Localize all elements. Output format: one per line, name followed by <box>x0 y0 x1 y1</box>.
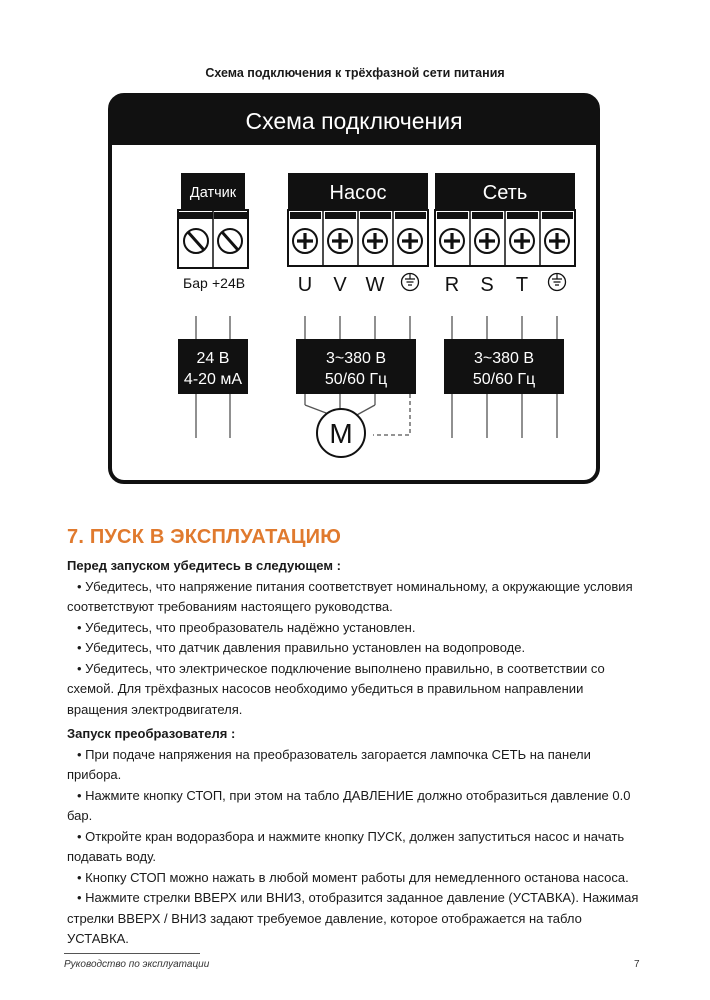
network-label: Сеть <box>482 182 528 204</box>
sensor-label: Датчик <box>189 185 237 201</box>
terminal-label-u: U <box>297 274 313 296</box>
ground-icon <box>549 274 566 291</box>
pump-power-box <box>296 339 416 394</box>
start-title: Запуск преобразователя : <box>67 726 236 741</box>
sensor-power-box <box>178 339 248 394</box>
list-item: • Нажмите кнопку СТОП, при этом на табло ДАВЛЕНИЕ должно отобразиться давление 0.0 бар. <box>67 787 631 823</box>
svg-text:24 В: 24 В <box>196 350 230 367</box>
plus-terminal-icon <box>475 229 499 253</box>
terminal-label-t: T <box>515 274 529 296</box>
plus-terminal-icon <box>363 229 387 253</box>
network-power-box <box>444 339 564 394</box>
list-item: • Кнопку СТОП можно нажать в любой момент работы для немедленного останова насоса. <box>77 869 629 885</box>
connection-diagram <box>108 93 600 484</box>
svg-text:50/60 Гц: 50/60 Гц <box>324 371 388 388</box>
section-heading: 7. ПУСК В ЭКСПЛУАТАЦИЮ <box>67 526 342 548</box>
sensor-24v-label: +24В <box>212 275 246 291</box>
list-item: • Убедитесь, что датчик давления правильно установлен на водопроводе. <box>77 640 526 655</box>
plus-terminal-icon <box>510 229 534 253</box>
list-item: • Откройте кран водоразбора и нажмите кнопку ПУСК, должен запуститься насос и начать подавать воду. <box>67 828 625 864</box>
svg-text:3~380 В: 3~380 В <box>325 350 387 367</box>
plus-terminal-icon <box>328 229 352 253</box>
svg-text:50/60 Гц: 50/60 Гц <box>472 371 536 388</box>
list-item: • Убедитесь, что электрическое подключение выполнено правильно, в соответствии со схемой. Для трёхфазных насосов необходимо убедиться в правильном направлении вращения электродвигателя. <box>67 660 605 717</box>
terminal-label-w: W <box>365 274 385 296</box>
ground-icon <box>402 274 419 291</box>
footer-divider <box>64 953 200 954</box>
pump-label: Насос <box>329 182 387 204</box>
motor-icon <box>317 409 365 457</box>
list-item: • Нажмите стрелки ВВЕРХ или ВНИЗ, отобразится заданное давление (УСТАВКА). Нажимая стрелки ВВЕРХ / ВНИЗ задают требуемое давление, которое отображается на табло УСТАВКА. <box>67 890 639 946</box>
section-content <box>67 556 647 950</box>
page-number: 7 <box>634 959 640 970</box>
sensor-bar-label: Бар <box>183 275 208 291</box>
plus-terminal-icon <box>398 229 422 253</box>
footer-text: Руководство по эксплуатации <box>64 959 210 970</box>
svg-text:3~380 В: 3~380 В <box>473 350 535 367</box>
svg-text:4-20 мА: 4-20 мА <box>183 371 243 388</box>
list-item: • При подаче напряжения на преобразователь загорается лампочка СЕТЬ на панели прибора. <box>67 746 591 782</box>
page-title: Схема подключения к трёхфазной сети питания <box>205 66 505 80</box>
svg-text:M: M <box>329 418 353 449</box>
terminal-label-v: V <box>333 274 347 296</box>
list-item: • Убедитесь, что преобразователь надёжно установлен. <box>77 619 416 635</box>
plus-terminal-icon <box>440 229 464 253</box>
plus-terminal-icon <box>545 229 569 253</box>
diagram-header: Схема подключения <box>245 108 463 134</box>
plus-terminal-icon <box>293 229 317 253</box>
terminal-label-s: S <box>480 274 494 296</box>
terminal-label-r: R <box>444 274 460 296</box>
before-start-title: Перед запуском убедитесь в следующем : <box>67 558 341 573</box>
list-item: • Убедитесь, что напряжение питания соответствует номинальному, а окружающие условия соответствуют требованиям настоящего руководства. <box>67 578 633 614</box>
